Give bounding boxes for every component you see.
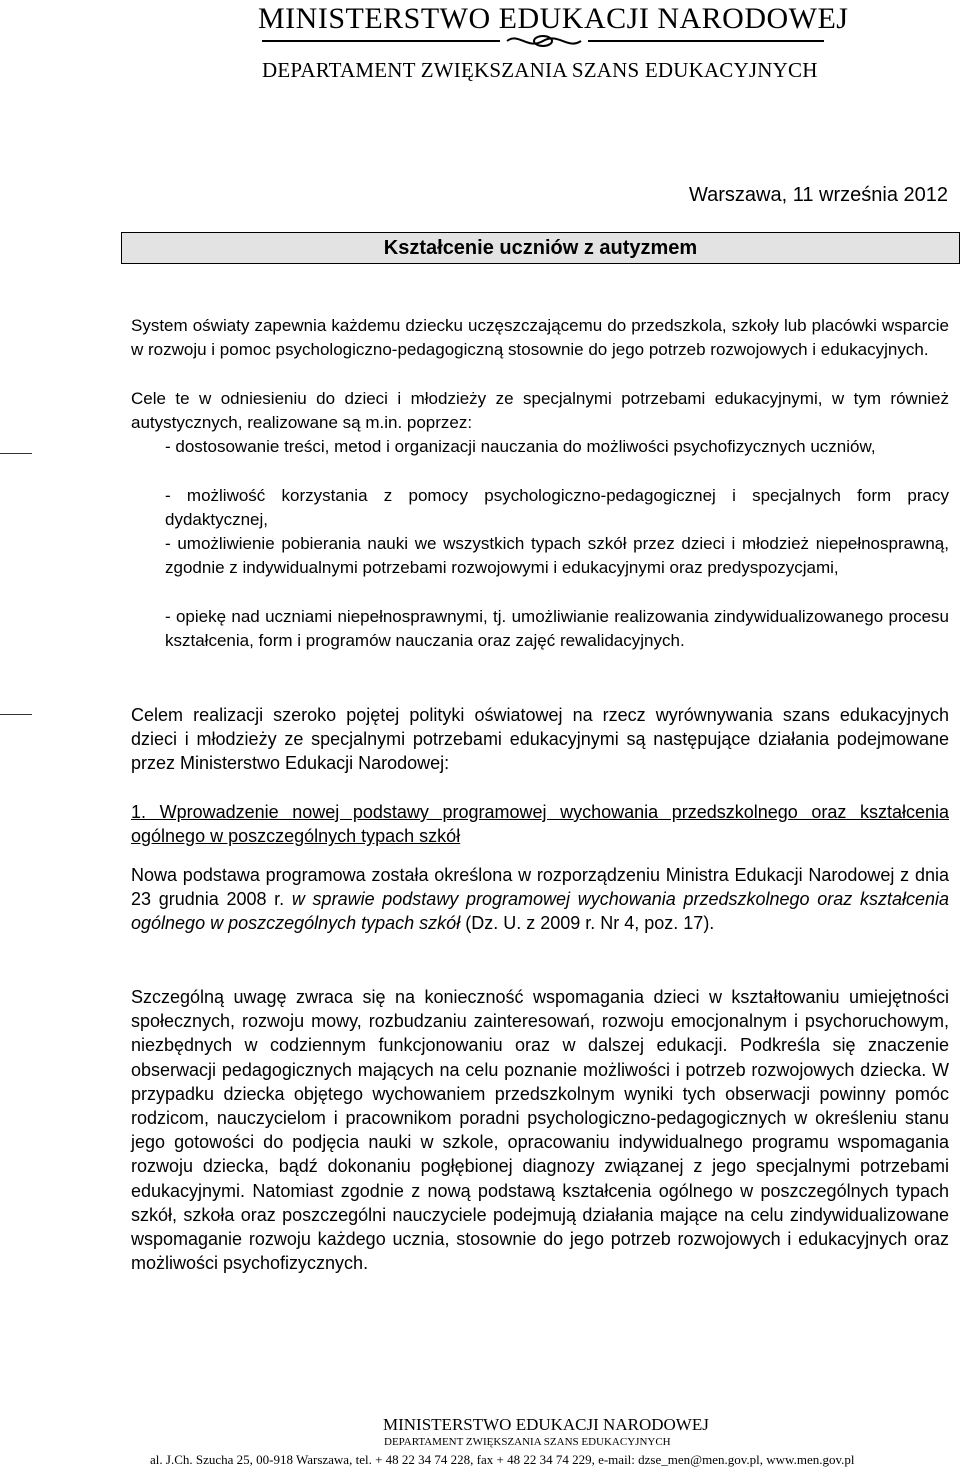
margin-mark <box>0 453 32 454</box>
list-item: - umożliwienie pobierania nauki we wszystkich typach szkół przez dzieci i młodzież niepełnosprawną, zgodnie z indywidualnymi potrzebami rozwojowymi i edukacyjnymi oraz predyspozycjami, <box>165 534 949 578</box>
letterhead-ministry: MINISTERSTWO EDUKACJI NARODOWEJ <box>258 2 849 35</box>
footer-ministry: MINISTERSTWO EDUKACJI NARODOWEJ <box>383 1415 709 1434</box>
margin-mark <box>0 714 32 715</box>
section-paragraph-1-tail: (Dz. U. z 2009 r. Nr 4, poz. 17). <box>465 913 715 934</box>
document-title: Kształcenie uczniów z autyzmem <box>121 232 960 264</box>
list-item: - możliwość korzystania z pomocy psychologiczno-pedagogicznej i specjalnych form pracy dydaktycznej, <box>165 486 949 530</box>
footer-contact: al. J.Ch. Szucha 25, 00-918 Warszawa, tel. + 48 22 34 74 228, fax + 48 22 34 74 229, e-mail: dzse_men@men.gov.pl, www.men.gov.pl <box>150 1452 855 1467</box>
policy-paragraph: Celem realizacji szeroko pojętej polityki oświatowej na rzecz wyrównywania szans edukacyjnych dzieci i młodzieży ze specjalnymi potrzebami edukacyjnymi są następujące działania podejmowane przez Ministerstwo Edukacji Narodowej: <box>131 705 949 774</box>
date-line: Warszawa, 11 września 2012 <box>688 184 948 206</box>
intro-paragraph-2: Cele te w odniesieniu do dzieci i młodzieży ze specjalnymi potrzebami edukacyjnymi, w tym również autystycznych, realizowane są m.in. poprzez: <box>131 389 949 433</box>
section-paragraph-1-lead: Nowa podstawa programowa została określona w rozporządzeniu Ministra Edukacji Narodowej z dnia 23 grudnia 2008 r. <box>131 865 949 910</box>
letterhead-department: DEPARTAMENT ZWIĘKSZANIA SZANS EDUKACYJNYCH <box>262 58 818 82</box>
section-heading: 1. Wprowadzenie nowej podstawy programowej wychowania przedszkolnego oraz kształcenia ogólnego w poszczególnych typach szkół <box>131 802 949 847</box>
list-item: - opiekę nad uczniami niepełnosprawnymi, tj. umożliwianie realizowania zindywidualizowanego procesu kształcenia, form i programów nauczania oraz zajęć rewalidacyjnych. <box>165 607 949 651</box>
regulation-title: w sprawie podstawy programowej wychowania przedszkolnego oraz kształcenia ogólnego w poszczególnych typach szkół <box>131 889 949 934</box>
intro-paragraph-1: System oświaty zapewnia każdemu dziecku uczęszczającemu do przedszkola, szkoły lub placówki wsparcie w rozwoju i pomoc psychologiczno-pedagogiczną stosownie do jego potrzeb rozwojowych i edukacyjnych. <box>131 316 949 360</box>
section-paragraph-1 <box>131 863 949 936</box>
footer-department: DEPARTAMENT ZWIĘKSZANIA SZANS EDUKACYJNYCH <box>384 1436 671 1448</box>
list-item: - dostosowanie treści, metod i organizacji nauczania do możliwości psychofizycznych uczniów, <box>165 437 876 456</box>
section-paragraph-2: Szczególną uwagę zwraca się na konieczność wspomagania dzieci w kształtowaniu umiejętności społecznych, rozwoju mowy, rozbudzaniu zainteresowań, rozwoju emocjonalnym i psychoruchowym, niezbędnych w codziennym funkcjonowaniu oraz w dalszej edukacji. Podkreśla się znaczenie obserwacji pedagogicznych mających na celu poznanie możliwości i potrzeb rozwojowych dziecka. W przypadku dziecka objętego wychowaniem przedszkolnym wyniki tych obserwacji powinny pomóc rodzicom, nauczycielom i pracownikom poradni psychologiczno-pedagogicznych w określeniu stanu jego gotowości do podjęcia nauki w szkole, opracowaniu indywidualnego programu wspomagania rozwoju dziecka, bądź dokonaniu pogłębionej diagnozy związanej z jego specjalnymi potrzebami edukacyjnymi. Natomiast zgodnie z nową podstawą kształcenia ogólnego w poszczególnych typach szkół, szkoła oraz poszczególni nauczyciele podejmują działania mające na celu zindywidualizowane wspomaganie rozwoju każdego ucznia, stosownie do jego potrzeb rozwojowych i edukacyjnych oraz możliwości psychofizycznych. <box>131 987 949 1274</box>
letterhead-rule-left <box>262 40 500 42</box>
letterhead-rule-right <box>588 40 824 42</box>
letterhead-ornament <box>505 30 583 52</box>
